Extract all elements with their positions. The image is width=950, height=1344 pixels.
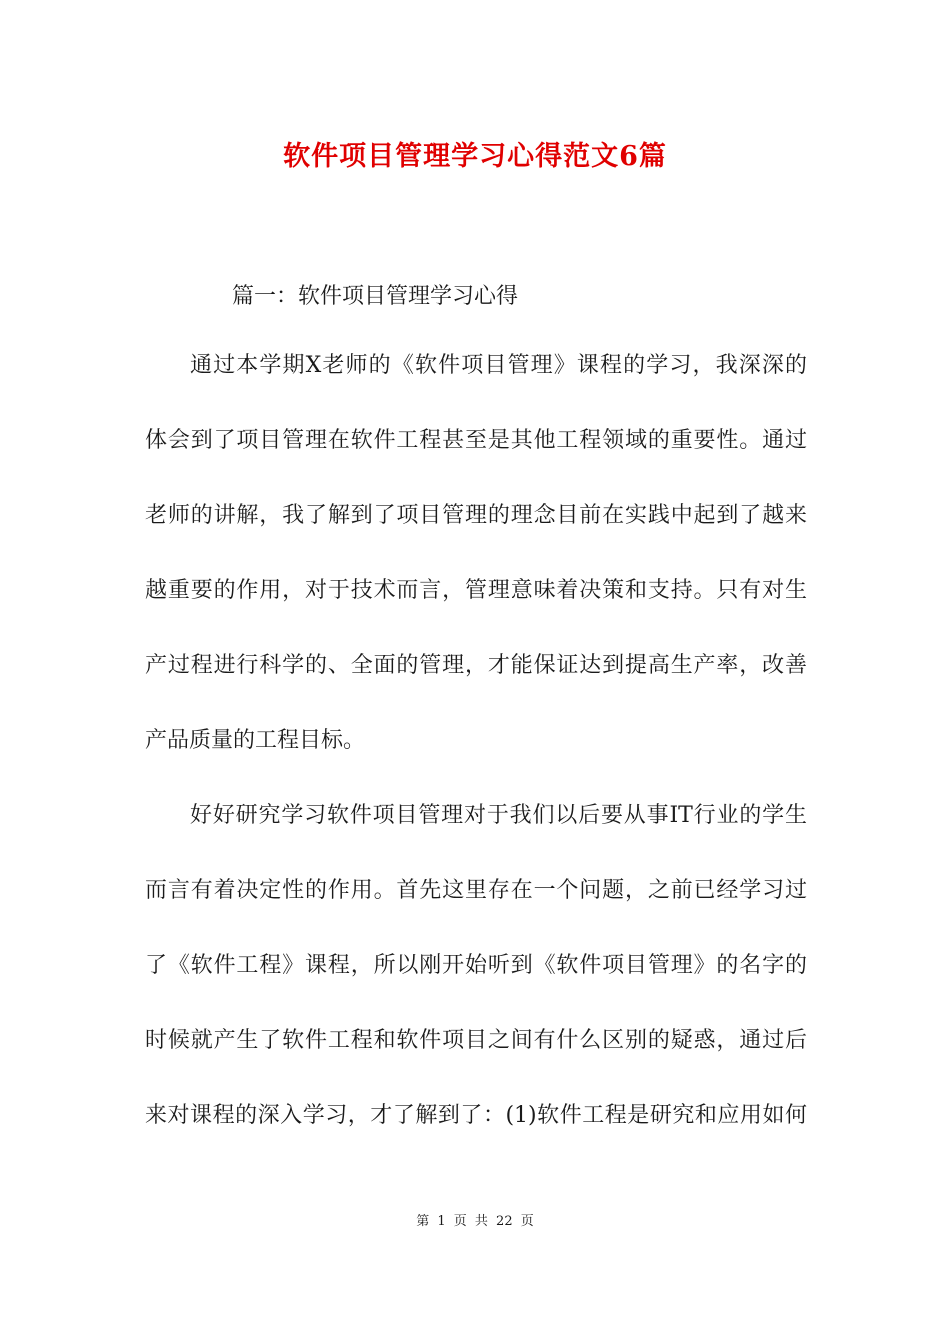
- paragraph-line: 老师的讲解，我了解到了项目管理的理念目前在实践中起到了越来: [145, 503, 807, 528]
- paragraph-line: 产过程进行科学的、全面的管理，才能保证达到提高生产率，改善: [145, 653, 807, 678]
- paragraph-line: 体会到了项目管理在软件工程甚至是其他工程领域的重要性。通过: [145, 428, 807, 453]
- paragraph-line: 时候就产生了软件工程和软件项目之间有什么区别的疑惑，通过后: [145, 1028, 807, 1053]
- paragraph-line: 了《软件工程》课程，所以刚开始听到《软件项目管理》的名字的: [145, 953, 807, 978]
- document-title: 软件项目管理学习心得范文6篇: [283, 141, 667, 172]
- section-heading: 篇一：软件项目管理学习心得: [232, 284, 519, 309]
- paragraph-line: 通过本学期X老师的《软件项目管理》课程的学习，我深深的: [190, 353, 807, 378]
- paragraph-line: 产品质量的工程目标。: [145, 728, 366, 753]
- page-footer: 第 1 页 共 22 页: [416, 1214, 534, 1229]
- paragraph-line: 越重要的作用，对于技术而言，管理意味着决策和支持。只有对生: [145, 578, 807, 603]
- paragraph-line: 好好研究学习软件项目管理对于我们以后要从事IT行业的学生: [190, 803, 807, 828]
- paragraph-line: 来对课程的深入学习，才了解到了：(1)软件工程是研究和应用如何: [145, 1103, 807, 1128]
- paragraph-line: 而言有着决定性的作用。首先这里存在一个问题，之前已经学习过: [145, 878, 807, 903]
